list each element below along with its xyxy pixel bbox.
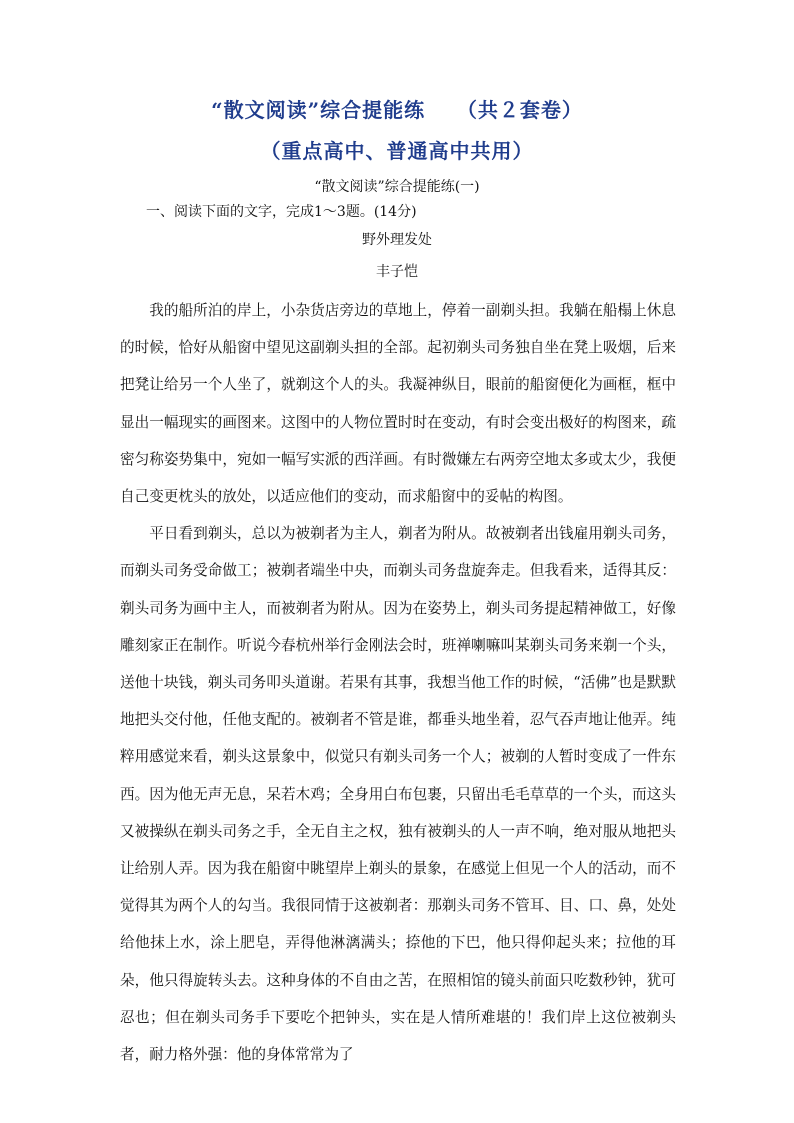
article-title: 野外理发处 [362,232,432,248]
article-paragraph: 平日看到剃头，总以为被剃者为主人，剃者为附从。故被剃者出钱雇用剃头司务，而剃头司务受命做工；被剃者端坐中央，而剃头司务盘旋奔走。但我看来，适得其反：剃头司务为画中主人，而被剃者为附从。因为在姿势上，剃头司务提起精神做工，好像雕刻家正在制作。听说今春杭州举行金刚法会时，班禅喇嘛叫某剃头司务来剃一个头，送他十块钱，剃头司务叩头道谢。若果有其事，我想当他工作的时候，“活佛”也是默默地把头交付他，任他支配的。被剃者不管是谁，都垂头地坐着，忍气吞声地让他弄。纯粹用感觉来看，剃头这景象中，似觉只有剃头司务一个人；被剃的人暂时变成了一件东西。因为他无声无息，呆若木鸡；全身用白布包裹，只留出毛毛草草的一个头，而这头又被操纵在剃头司务之手，全无自主之权，独有被剃头的人一声不响，绝对服从地把头让给别人弄。因为我在船窗中眺望岸上剃头的景象，在感觉上但见一个人的活动，而不觉得其为两个人的勾当。我很同情于这被剃者：那剃头司务不管耳、目、口、鼻，处处给他抹上水，涂上肥皂，弄得他淋漓满头；捺他的下巴，他只得仰起头来；拉他的耳朵，他只得旋转头去。这种身体的不自由之苦，在照相馆的镜头前面只吃数秒钟，犹可忍也；但在剃头司务手下要吃个把钟头，实在是人情所难堪的！我们岸上这位被剃头者，耐力格外强：他的身体常常为了 [120,525,676,1064]
article-author: 丰子恺 [376,264,418,280]
document-subtitle: （重点高中、普通高中共用） [260,139,534,163]
article-paragraph: 我的船所泊的岸上，小杂货店旁边的草地上，停着一副剃头担。我躺在船榻上休息的时候，恰好从船窗中望见这副剃头担的全部。起初剃头司务独自坐在凳上吸烟，后来把凳让给另一个人坐了，就剃这个人的头。我凝神纵目，眼前的船窗便化为画框，框中显出一幅现实的画图来。这图中的人物位置时时在变动，有时会变出极好的构图来，疏密匀称姿势集中，宛如一幅写实派的西洋画。有时微嫌左右两旁空地太多或太少，我便自己变更枕头的放处，以适应他们的变动，而求船窗中的妥帖的构图。 [120,302,676,506]
article-body [120,292,676,1073]
document-title: “散文阅读”综合提能练 （共２套卷） [211,98,583,122]
question-instruction: 一、阅读下面的文字，完成1～3题。(14分) [146,204,417,220]
section-title: “散文阅读”综合提能练(一) [314,179,480,195]
